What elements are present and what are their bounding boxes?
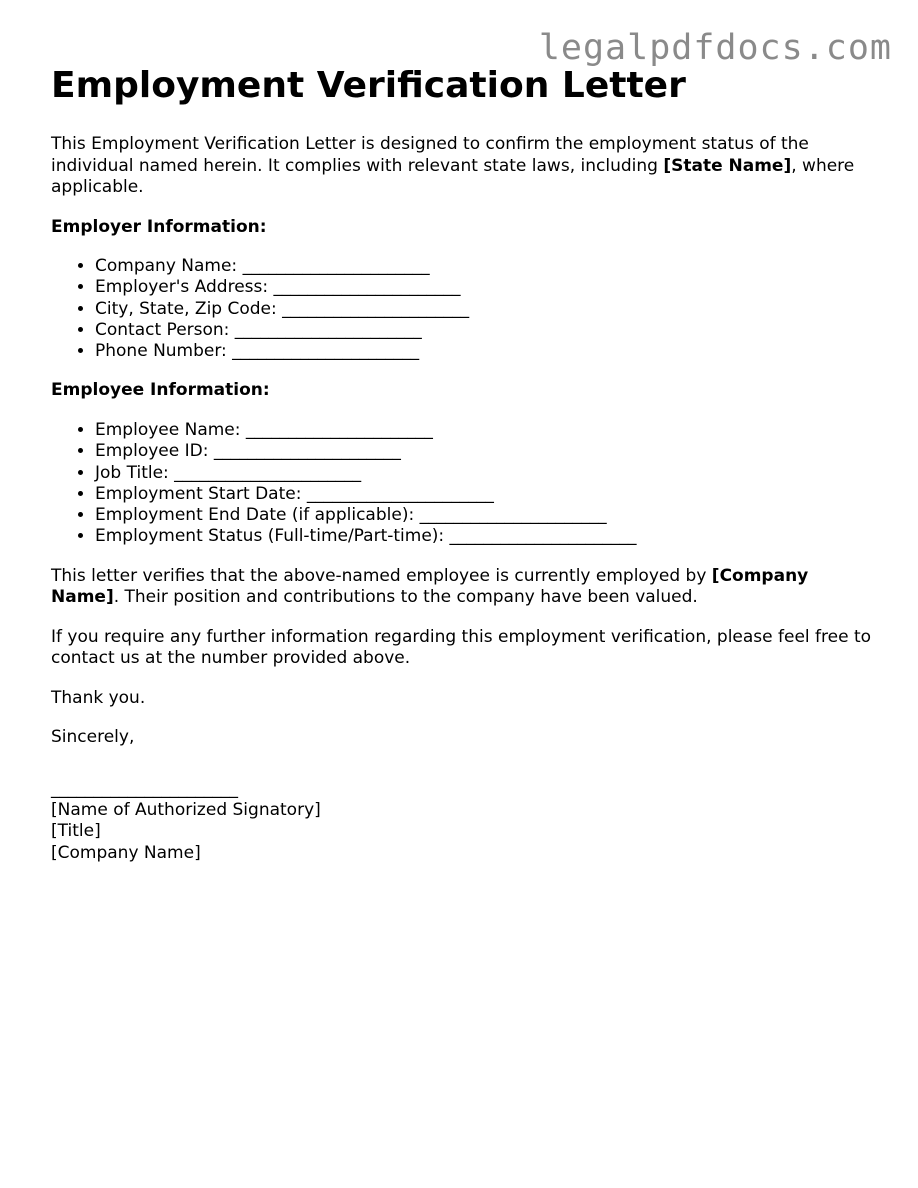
thank-you-text: Thank you.: [51, 687, 146, 708]
employee-field-name: • Employee Name: ______________________: [95, 420, 881, 441]
employee-field-job-title: • Job Title: ______________________: [95, 463, 881, 484]
intro-paragraph: [51, 134, 881, 199]
watermark-text: legalpdfdocs.com: [538, 28, 892, 68]
verification-paragraph: [51, 566, 881, 609]
letter-page: [51, 64, 881, 864]
employer-info-heading: Employer Information:: [51, 216, 267, 237]
signature-line: ______________________: [51, 778, 238, 799]
employee-field-status: • Employment Status (Full-time/Part-time): ______________________: [95, 526, 881, 547]
signatory-name: [Name of Authorized Signatory]: [51, 800, 321, 821]
intro-text-end: , where applicable.: [51, 155, 855, 197]
employer-field-city-state-zip: • City, State, Zip Code: ______________________: [95, 299, 881, 320]
employer-field-phone: • Phone Number: ______________________: [95, 341, 881, 362]
employer-field-address: • Employer's Address: ______________________: [95, 277, 881, 298]
intro-text: This Employment Verification Letter is designed to confirm the employment status of the individual named herein. It complies with relevant state laws, including: [51, 134, 809, 176]
employee-field-start-date: • Employment Start Date: ______________________: [95, 484, 881, 505]
employee-field-id: • Employee ID: ______________________: [95, 441, 881, 462]
state-name-placeholder: [State Name]: [663, 155, 792, 176]
signature-block: [51, 779, 881, 864]
employee-field-end-date: • Employment End Date (if applicable): ______________________: [95, 505, 881, 526]
employer-field-contact-person: • Contact Person: ______________________: [95, 320, 881, 341]
employee-info-list: [51, 420, 881, 548]
verification-text: This letter verifies that the above-named employee is currently employed by: [51, 565, 712, 586]
employee-info-heading: Employee Information:: [51, 380, 270, 401]
closing-text: Sincerely,: [51, 727, 135, 748]
page-title: Employment Verification Letter: [51, 65, 686, 106]
verification-text-end: . Their position and contributions to the company have been valued.: [113, 587, 698, 608]
signatory-title: [Title]: [51, 821, 101, 842]
further-info-paragraph: If you require any further information regarding this employment verification, please feel free to contact us at the number provided above.: [51, 626, 872, 669]
company-name-placeholder: [Company Name]: [51, 565, 809, 608]
signatory-company: [Company Name]: [51, 842, 201, 863]
employer-info-list: [51, 256, 881, 362]
employer-field-company-name: • Company Name: ______________________: [95, 256, 881, 277]
